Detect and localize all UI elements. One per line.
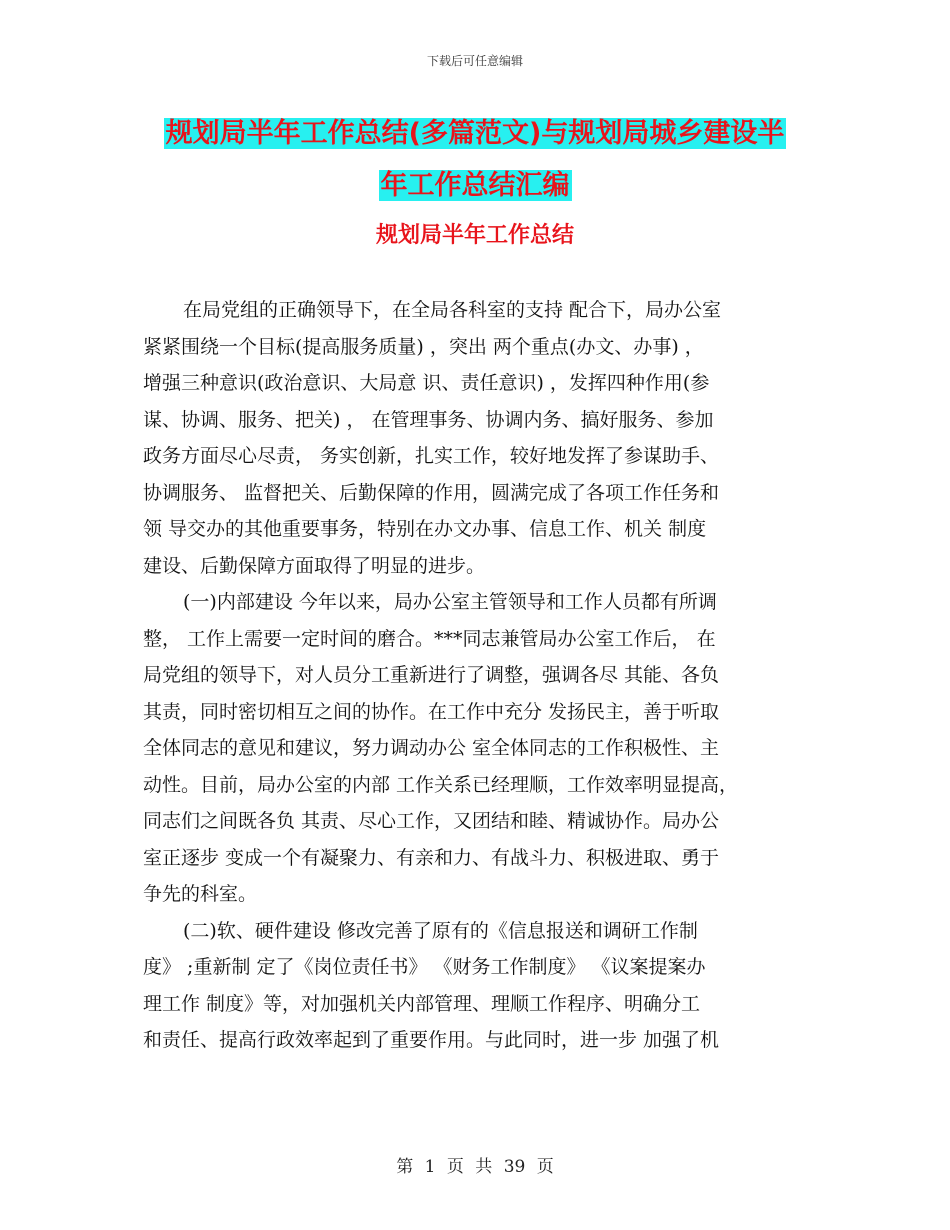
text-line: (一)内部建设 今年以来，局办公室主管领导和工作人员都有所调	[183, 591, 717, 613]
text-line: 谋、协调、服务、把关) ， 在管理事务、协调内务、搞好服务、参加	[143, 408, 714, 431]
paragraph-3	[143, 913, 813, 1059]
text-line: 局党组的领导下，对人员分工重新进行了调整，强调各尽 其能、各负	[143, 664, 720, 686]
text-line: 度》 ;重新制 定了《岗位责任书》 《财务工作制度》 《议案提案办	[143, 956, 706, 978]
text-line: 增强三种意识(政治意识、大局意 识、责任意识) ，发挥四种作用(参	[143, 372, 710, 394]
title-line-2: 年工作总结汇编	[380, 170, 570, 201]
text-line: 协调服务、 监督把关、后勤保障的作用，圆满完成了各项工作任务和	[143, 481, 720, 504]
text-line: 争先的科室。	[143, 883, 258, 905]
document-title	[0, 108, 950, 212]
text-line: 建设、后勤保障方面取得了明显的进步。	[143, 554, 486, 577]
text-line: 室正逐步 变成一个有凝聚力、有亲和力、有战斗力、积极进取、勇于	[143, 846, 720, 869]
text-line: 和责任、提高行政效率起到了重要作用。与此同时，进一步 加强了机	[143, 1029, 720, 1051]
text-line: 在局党组的正确领导下，在全局各科室的支持 配合下，局办公室	[183, 299, 722, 321]
section-title: 规划局半年工作总结	[375, 223, 574, 248]
page-footer: 第 1 页 共 39 页	[396, 1157, 554, 1177]
paragraph-2	[143, 584, 813, 913]
header-note: 下载后可任意编辑	[426, 54, 523, 68]
text-line: 整， 工作上需要一定时间的磨合。***同志兼管局办公室工作后， 在	[143, 627, 716, 650]
text-line: 全体同志的意见和建议，努力调动办公 室全体同志的工作积极性、主	[143, 737, 720, 759]
text-line: 其责，同时密切相互之间的协作。在工作中充分 发扬民主，善于听取	[143, 700, 720, 723]
text-line: 理工作 制度》等，对加强机关内部管理、理顺工作程序、明确分工	[143, 992, 701, 1015]
text-line: 紧紧围绕一个目标(提高服务质量) ，突出 两个重点(办文、办事) ，	[143, 335, 704, 358]
paragraph-1	[143, 292, 813, 584]
text-line: 领 导交办的其他重要事务，特别在办文办事、信息工作、机关 制度	[143, 518, 707, 540]
body-text	[143, 292, 813, 1059]
text-line: 同志们之间既各负 其责、尽心工作，又团结和睦、精诚协作。局办公	[143, 810, 720, 832]
text-line: 动性。目前，局办公室的内部 工作关系已经理顺，工作效率明显提高，	[143, 773, 739, 796]
title-line-1: 规划局半年工作总结(多篇范文)与规划局城乡建设半	[165, 118, 785, 149]
text-line: 政务方面尽心尽责， 务实创新，扎实工作，较好地发挥了参谋助手、	[143, 445, 720, 467]
text-line: (二)软、硬件建设 修改完善了原有的《信息报送和调研工作制	[183, 919, 698, 942]
